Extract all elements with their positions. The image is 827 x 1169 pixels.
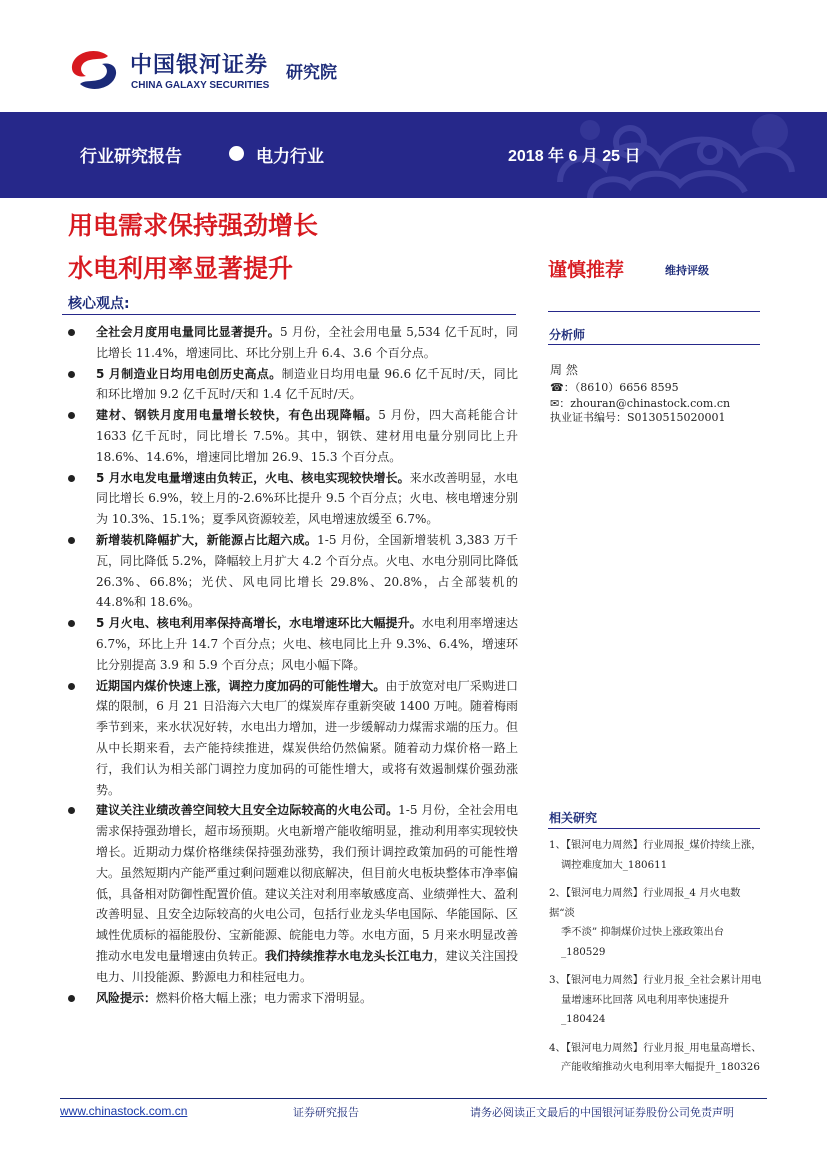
point-text: 水电利用率增速达 6.7%，环比上升 14.7 个百分点；火电、核电同比上升 9.3%、6.4%，增速环比分别提高 3.9 和 5.9 个百分点；风电小幅下降。 — [96, 616, 518, 672]
bullet-icon — [68, 329, 75, 336]
point-highlight: 建材、钢铁月度用电量增长较快，有色出现降幅。 — [96, 408, 379, 423]
related-research-list — [549, 836, 763, 1087]
divider — [62, 314, 516, 315]
divider — [548, 828, 760, 829]
rating-note: 维持评级 — [665, 264, 709, 277]
list-item[interactable] — [549, 1039, 763, 1078]
bullet-icon — [68, 995, 75, 1002]
analyst-name: 周 然 — [550, 363, 578, 377]
report-type: 行业研究报告 — [80, 147, 182, 167]
point-highlight: 5 月火电、核电利用率保持高增长，水电增速环比大幅提升。 — [96, 616, 422, 631]
point-text: 燃料价格大幅上涨；电力需求下滑明显。 — [156, 990, 373, 1005]
bullet-icon — [68, 683, 75, 690]
divider — [548, 311, 760, 312]
analyst-heading: 分析师 — [549, 328, 586, 342]
point-highlight: 建议关注业绩改善空间较大且安全边际较高的火电公司。 — [96, 803, 399, 818]
point-highlight: 5 月水电发电量增速由负转正，火电、核电实现较快增长。 — [96, 470, 410, 485]
core-points-heading: 核心观点: — [68, 296, 130, 312]
core-points-list — [68, 322, 518, 1008]
point-text: 1-5 月份，全国新增装机 3,383 万千瓦，同比降低 5.2%，降幅较上月扩大 4.2 个百分点。火电、水电分别同比降低 26.3%、66.8%；光伏、风电同比增长 29.8%、20.8%，占全部装机的 44.8%和 18.6%。 — [96, 532, 518, 610]
list-item — [68, 322, 518, 364]
bullet-icon — [68, 807, 75, 814]
bullet-icon — [68, 412, 75, 419]
research-title: 季不淡” 抑制煤价过快上涨政策出台 — [561, 926, 724, 938]
research-title: 调控难度加大_180611 — [561, 858, 668, 871]
header-band — [0, 112, 827, 198]
list-item[interactable] — [549, 836, 763, 875]
list-item[interactable] — [549, 884, 763, 962]
research-title: 3、【银河电力周然】行业月报_全社会累计用电 — [549, 974, 762, 986]
research-title: 4、【银河电力周然】行业月报_用电量高增长、 — [549, 1041, 762, 1054]
list-item — [68, 364, 518, 406]
point-highlight: 风险提示： — [96, 990, 157, 1005]
report-date: 2018 年 6 月 25 日 — [508, 148, 641, 165]
bullet-icon — [68, 620, 75, 627]
bullet-icon — [68, 475, 75, 482]
point-text: 5 月份，四大高耗能合计 1633 亿千瓦时，同比增长 7.5%。其中，钢铁、建材用电量分别同比上升 18.6%、14.6%，增速同比增加 26.9、15.3 个百分点。 — [96, 408, 518, 464]
bullet-icon — [68, 537, 75, 544]
point-highlight: 全社会月度用电量同比显著提升。 — [96, 325, 281, 339]
list-item — [68, 405, 518, 467]
list-item — [68, 613, 518, 675]
list-item[interactable] — [549, 971, 763, 1030]
point-text: 制造业日均用电量 96.6 亿千瓦时/天，同比和环比增加 9.2 亿千瓦时/天和 1.4 亿千瓦时/天。 — [96, 366, 518, 402]
bullet-icon — [68, 371, 75, 378]
logo-chinese-name: 中国银河证券 — [130, 53, 269, 78]
point-highlight: 我们持续推荐水电龙头长江电力 — [264, 948, 434, 963]
logo-english-name: CHINA GALAXY SECURITIES — [131, 80, 270, 91]
galaxy-logo-icon — [68, 48, 120, 92]
point-text: 5 月份，全社会用电量 5,534 亿千瓦时，同比增长 11.4%，增速同比、环比分别上升 6.4、3.6 个百分点。 — [96, 325, 518, 360]
research-title: 产能收缩推动火电利用率大幅提升_180326 — [561, 1061, 760, 1073]
institute-label: 研究院 — [286, 63, 337, 83]
point-text: 1-5 月份，全社会用电需求保持强劲增长，超市场预期。火电新增产能收缩明显，推动利用率实现较快增长。近期动力煤价格继续保持强劲涨势，我们预计调控政策加码的可能性增大。虽然短期内产能严重过剩问题难以彻底解决，但目前火电板块整体市净率偏低，具备相对防御性配置价值。建议关注对利用率敏感度高、业绩弹性大、盈利改善明显、且安全边际较高的火电公司，包括行业龙头华电国际、华能国际、区域性优质标的福能股份、宝新能源、皖能电力等。水电方面，5 月来水明显改善推动水电发电量增速由负转正。 — [96, 803, 519, 963]
list-item — [68, 988, 518, 1009]
research-title: 2、【银河电力周然】行业周报_4 月火电数据“淡 — [549, 887, 741, 919]
report-title-line1: 用电需求保持强劲增长 — [68, 211, 319, 240]
point-highlight: 新增装机降幅扩大，新能源占比超六成。 — [96, 532, 318, 547]
research-title: 1、【银河电力周然】行业周报_煤价持续上涨， — [549, 839, 762, 851]
related-research-heading: 相关研究 — [549, 811, 598, 825]
list-item — [68, 800, 518, 987]
point-highlight: 5 月制造业日均用电创历史高点。 — [96, 366, 282, 381]
list-item — [68, 530, 518, 613]
rating-value: 谨慎推荐 — [548, 259, 625, 281]
divider — [548, 344, 760, 345]
footer-website-link[interactable]: www.chinastock.com.cn — [60, 1104, 188, 1118]
point-text: ，建议关注国投电力、川投能源、黔源电力和桂冠电力。 — [96, 948, 518, 984]
point-text: 由于放宽对电厂采购进口煤的限制，6 月 21 日沿海六大电厂的煤炭库存重新突破 1400 万吨。随着梅雨季节到来，来水状况好转，水电出力增加，进一步缓解动力煤需求端的压力。但从中长期来看，去产能持续推进，煤炭供给仍然偏紧。随着动力煤价格一路上行，我们认为相关部门调控力度加码的可能性增大，或将有效遏制煤价强劲涨势。 — [96, 678, 518, 797]
analyst-phone: ☎：（8610）6656 8595 — [550, 381, 679, 394]
list-item — [68, 468, 518, 530]
point-text: 来水改善明显，水电同比增长 6.9%，较上月的-2.6%环比提升 9.5 个百分点；火电、核电增速分别为 10.3%、15.1%；夏季风资源较差，风电增速放缓至 6.7%。 — [96, 470, 518, 527]
footer-report-label: 证券研究报告 — [293, 1106, 359, 1119]
footer-divider — [60, 1098, 767, 1099]
research-title: _180424 — [561, 1013, 606, 1025]
point-highlight: 近期国内煤价快速上涨，调控力度加码的可能性增大。 — [96, 678, 386, 693]
industry-label: 电力行业 — [256, 147, 324, 167]
research-title: _180529 — [561, 945, 606, 958]
list-item — [68, 676, 518, 801]
bullet-dot-icon — [229, 146, 244, 161]
report-title-line2: 水电利用率显著提升 — [68, 254, 294, 283]
footer-disclaimer: 请务必阅读正文最后的中国银河证券股份公司免责声明 — [470, 1106, 734, 1119]
analyst-email[interactable]: ✉：zhouran@chinastock.com.cn — [550, 397, 731, 410]
analyst-cert: 执业证书编号：S0130515020001 — [550, 411, 726, 424]
research-title: 量增速环比回落 风电利用率快速提升 — [561, 993, 730, 1006]
